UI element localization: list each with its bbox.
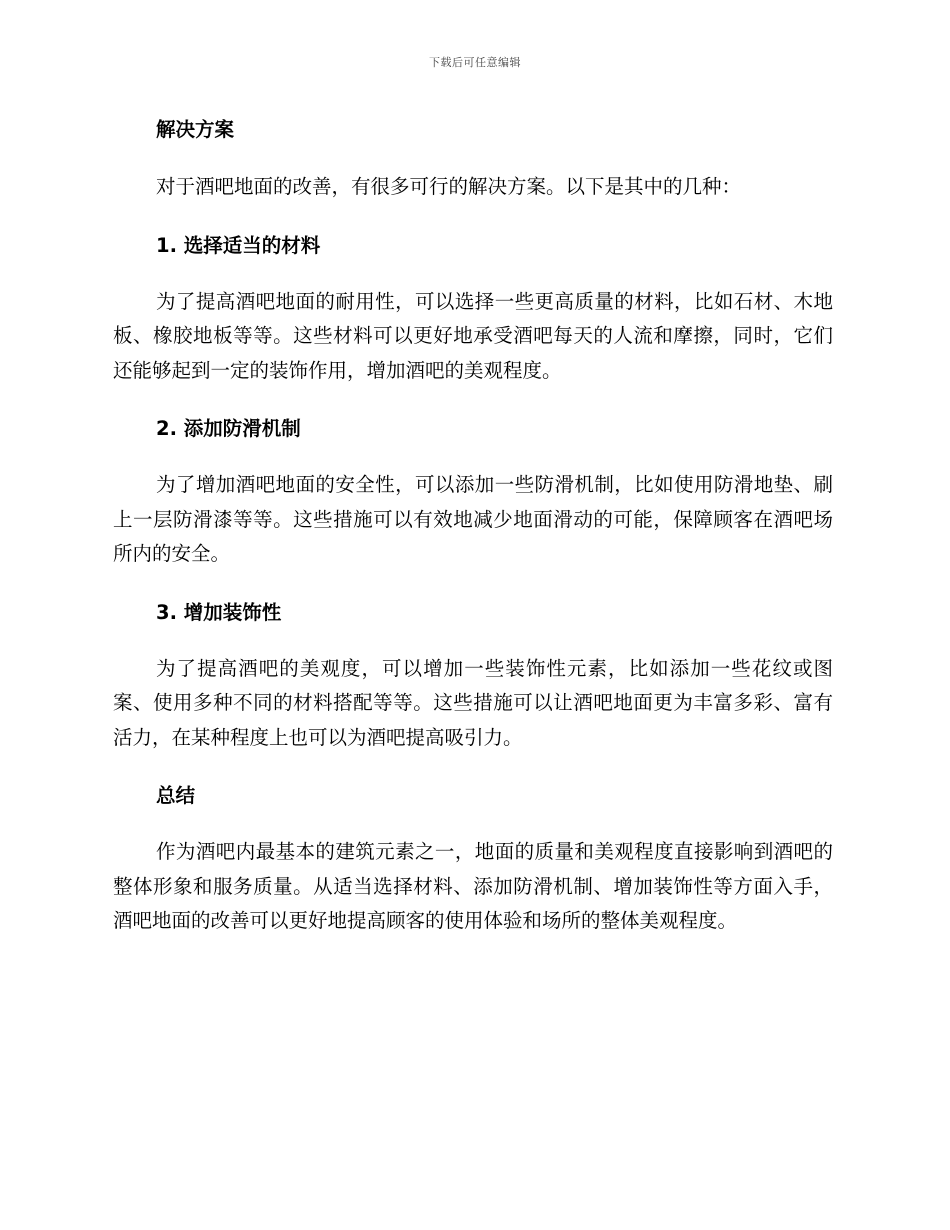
item1-paragraph: 为了提高酒吧地面的耐用性，可以选择一些更高质量的材料，比如石材、木地板、橡胶地板等等。这些材料可以更好地承受酒吧每天的人流和摩擦，同时，它们还能够起到一定的装饰作用，增加酒吧的美观程度。	[113, 289, 833, 382]
item2-heading: 2. 添加防滑机制	[156, 417, 301, 440]
intro-paragraph: 对于酒吧地面的改善，有很多可行的解决方案。以下是其中的几种：	[156, 175, 742, 198]
item3-heading: 3. 增加装饰性	[156, 600, 282, 624]
item2-paragraph: 为了增加酒吧地面的安全性，可以添加一些防滑机制，比如使用防滑地垫、刷上一层防滑漆等等。这些措施可以有效地减少地面滑动的可能，保障顾客在酒吧场所内的安全。	[113, 473, 833, 565]
summary-heading: 总结	[156, 784, 196, 807]
document-body	[113, 113, 833, 939]
header-note: 下载后可任意编辑	[429, 56, 521, 69]
item1-heading: 1. 选择适当的材料	[156, 233, 321, 257]
solutions-heading: 解决方案	[156, 118, 235, 141]
summary-paragraph: 作为酒吧内最基本的建筑元素之一，地面的质量和美观程度直接影响到酒吧的整体形象和服务质量。从适当选择材料、添加防滑机制、增加装饰性等方面入手，酒吧地面的改善可以更好地提高顾客的使用体验和场所的整体美观程度。	[113, 840, 833, 932]
item3-paragraph: 为了提高酒吧的美观度，可以增加一些装饰性元素，比如添加一些花纹或图案、使用多种不同的材料搭配等等。这些措施可以让酒吧地面更为丰富多彩、富有活力，在某种程度上也可以为酒吧提高吸引力。	[113, 656, 833, 749]
